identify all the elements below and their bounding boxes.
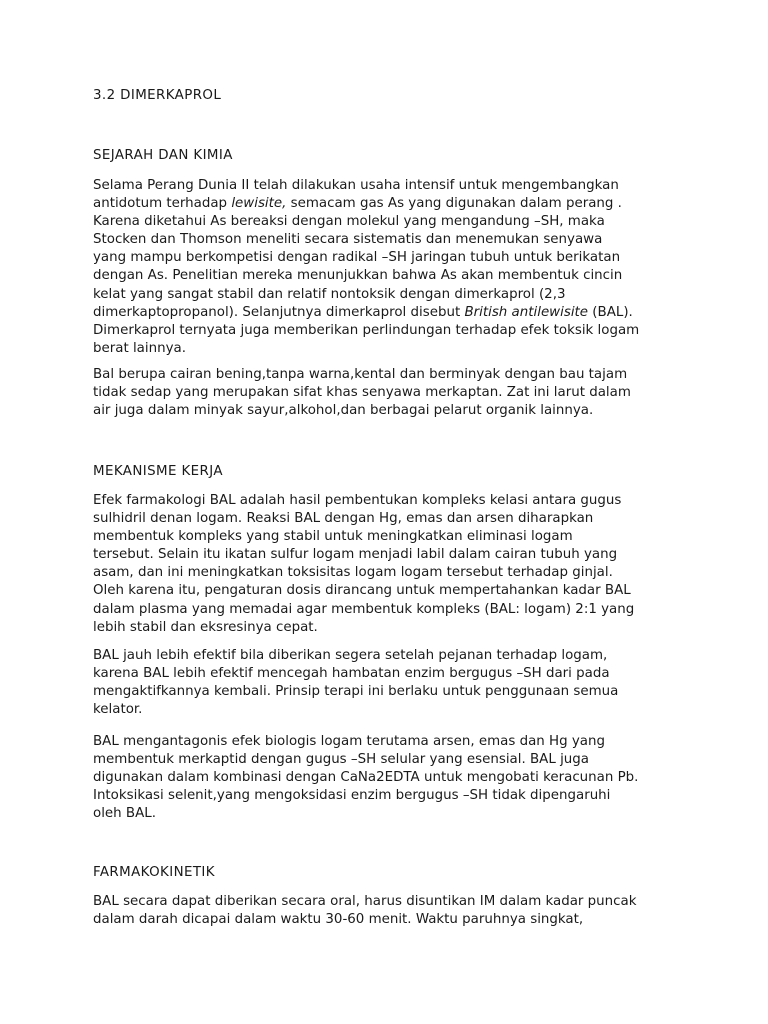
text-line: BAL jauh lebih efektif bila diberikan segera setelah pejanan terhadap logam, <box>93 648 608 663</box>
paragraph <box>93 647 618 719</box>
text-line: mengaktifkannya kembali. Prinsip terapi ini berlaku untuk penggunaan semua <box>93 684 619 700</box>
text-line: Karena diketahui As bereaksi dengan molekul yang mengandung –SH, maka <box>93 214 605 230</box>
text-line: Efek farmakologi BAL adalah hasil pembentukan kompleks kelasi antara gugus <box>93 493 622 508</box>
paragraph <box>93 733 638 823</box>
text-line: kelator. <box>93 702 143 718</box>
document-title: 3.2 DIMERKAPROL <box>93 88 222 103</box>
paragraph <box>93 177 639 358</box>
text-line: Intoksikasi selenit,yang mengoksidasi enzim bergugus –SH tidak dipengaruhi <box>93 788 611 804</box>
text-line: Bal berupa cairan bening,tanpa warna,kental dan berminyak dengan bau tajam <box>93 367 628 382</box>
text-line: dengan As. Penelitian mereka menunjukkan bahwa As akan membentuk cincin <box>93 268 623 284</box>
section-heading: MEKANISME KERJA <box>93 464 223 479</box>
text-line: Selama Perang Dunia II telah dilakukan usaha intensif untuk mengembangkan <box>93 178 619 193</box>
text-line: yang mampu berkompetisi dengan radikal –SH jaringan tubuh untuk berikatan <box>93 250 621 266</box>
text-line: dalam plasma yang memadai agar membentuk kompleks (BAL: logam) 2:1 yang <box>93 601 635 617</box>
text-line: oleh BAL. <box>93 806 156 822</box>
paragraph <box>93 492 634 637</box>
text-line: sulhidril denan logam. Reaksi BAL dengan Hg, emas dan arsen diharapkan <box>93 511 594 527</box>
paragraph <box>93 893 636 929</box>
text-line: BAL mengantagonis efek biologis logam terutama arsen, emas dan Hg yang <box>93 734 605 749</box>
text-line: air juga dalam minyak sayur,alkohol,dan berbagai pelarut organik lainnya. <box>93 403 594 419</box>
text-line: Stocken dan Thomson meneliti secara sistematis dan menemukan senyawa <box>93 232 603 248</box>
section-heading: SEJARAH DAN KIMIA <box>93 148 233 163</box>
text-line: tidak sedap yang merupakan sifat khas senyawa merkaptan. Zat ini larut dalam <box>93 385 631 401</box>
section-heading: FARMAKOKINETIK <box>93 865 215 880</box>
text-line: lebih stabil dan eksresinya cepat. <box>93 619 318 635</box>
text-line: membentuk merkaptid dengan gugus –SH selular yang esensial. BAL juga <box>93 752 589 768</box>
text-line: dimerkaptopropanol). Selanjutnya dimerkaprol disebut British antilewisite (BAL). <box>93 304 633 320</box>
text-line: BAL secara dapat diberikan secara oral, harus disuntikan IM dalam kadar puncak <box>93 894 637 909</box>
text-line: digunakan dalam kombinasi dengan CaNa2EDTA untuk mengobati keracunan Pb. <box>93 770 639 786</box>
italic-term: British antilewisite <box>464 304 589 320</box>
text-line: berat lainnya. <box>93 340 186 356</box>
text-line: Oleh karena itu, pengaturan dosis dirancang untuk mempertahankan kadar BAL <box>93 583 631 599</box>
paragraph <box>93 366 631 420</box>
italic-term: lewisite, <box>231 196 287 212</box>
text-line: asam, dan ini meningkatkan toksisitas logam logam tersebut terhadap ginjal. <box>93 565 613 581</box>
text-line: antidotum terhadap lewisite, semacam gas As yang digunakan dalam perang . <box>93 196 622 212</box>
text-line: Dimerkaprol ternyata juga memberikan perlindungan terhadap efek toksik logam <box>93 322 640 338</box>
text-line: membentuk kompleks yang stabil untuk meningkatkan eliminasi logam <box>93 529 573 545</box>
text-line: dalam darah dicapai dalam waktu 30-60 menit. Waktu paruhnya singkat, <box>93 912 584 928</box>
text-line: tersebut. Selain itu ikatan sulfur logam menjadi labil dalam cairan tubuh yang <box>93 547 618 563</box>
text-line: kelat yang sangat stabil dan relatif nontoksik dengan dimerkaprol (2,3 <box>93 286 566 302</box>
text-line: karena BAL lebih efektif mencegah hambatan enzim bergugus –SH dari pada <box>93 666 610 682</box>
